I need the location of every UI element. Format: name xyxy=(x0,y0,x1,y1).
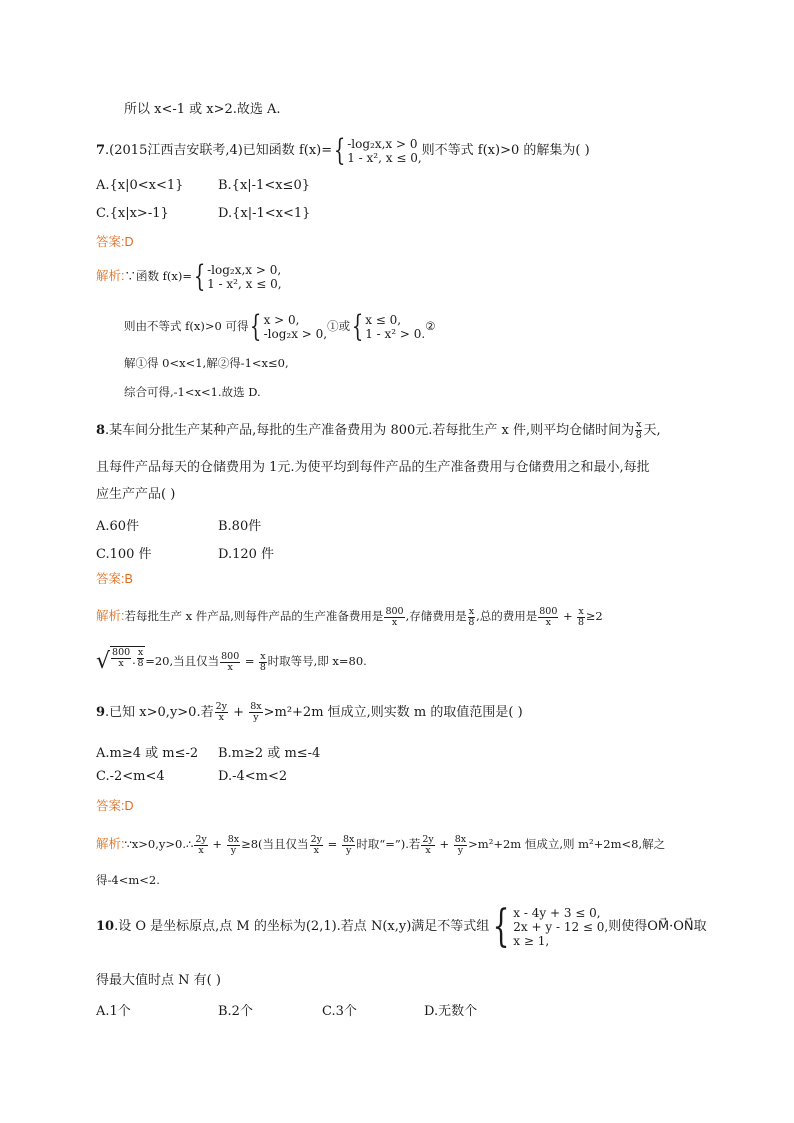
fraction xyxy=(577,607,584,628)
fraction xyxy=(215,702,228,723)
inequality-system xyxy=(513,906,608,948)
numerator: 8x xyxy=(250,701,262,712)
option-d: D.-4<m<2 xyxy=(218,769,288,784)
question-text: 天, xyxy=(643,423,661,438)
plus-sign: + xyxy=(559,609,577,623)
case-1: -log₂x,x > 0 xyxy=(347,136,418,151)
question-9-stem xyxy=(96,699,523,727)
option-b: B.m≥2 或 m≤-4 xyxy=(218,746,321,761)
numerator: x xyxy=(636,419,642,430)
fraction xyxy=(384,607,404,628)
question-8-stem-line-1 xyxy=(96,418,661,444)
option-a: A.{x|0<x<1} xyxy=(96,178,184,193)
question-text: >m²+2m 恒成立,则实数 m 的取值范围是( ) xyxy=(263,705,523,720)
explanation-line-2: 得-4<m<2. xyxy=(96,873,160,887)
system-row: 2x + y - 12 ≤ 0, xyxy=(513,919,609,934)
explanation-text: ≥8(当且仅当 xyxy=(241,837,309,851)
numerator: 2y xyxy=(215,701,228,712)
system-row: x ≤ 0, xyxy=(365,313,402,327)
option-c: C.{x|x>-1} xyxy=(96,206,169,221)
explanation-text: >m²+2m 恒成立,则 m²+2m<8,解之 xyxy=(468,837,666,851)
denominator: y xyxy=(457,844,464,856)
explanation-text: 则由不等式 f(x)>0 可得 xyxy=(124,319,249,333)
question-7-stem xyxy=(96,131,590,171)
plus-sign: + xyxy=(208,837,226,851)
plus-sign: + xyxy=(229,705,249,720)
explanation-line-1 xyxy=(96,258,282,294)
question-number: 8 xyxy=(96,423,106,438)
denominator: 8 xyxy=(259,661,266,673)
explanation-line-2 xyxy=(96,646,367,678)
system-row: 1 - x² > 0. xyxy=(365,327,426,341)
system-row: -log₂x > 0, xyxy=(263,327,328,341)
answer: 答案:B xyxy=(96,572,133,586)
fraction xyxy=(310,835,323,856)
explanation-line-3: 解①得 0<x<1,解②得-1<x≤0, xyxy=(124,356,289,370)
option-a: A.60件 xyxy=(96,519,140,534)
denominator: x xyxy=(391,616,398,628)
numerator: 800 xyxy=(385,605,404,617)
equals-sign: = xyxy=(241,654,259,668)
brace-icon: { xyxy=(492,900,510,952)
option-a: A.1个 xyxy=(96,1004,131,1019)
case-1: -log₂x,x > 0, xyxy=(207,263,282,277)
denominator: x xyxy=(313,844,319,856)
fraction xyxy=(468,607,475,628)
brace-icon: { xyxy=(250,309,262,344)
radical-icon: √ xyxy=(96,649,111,674)
explanation-text: ∵x>0,y>0.∴ xyxy=(124,837,194,851)
numerator: x xyxy=(578,605,584,617)
fraction xyxy=(194,835,207,856)
question-number: 9 xyxy=(96,705,106,720)
explanation-line-1 xyxy=(96,602,603,630)
explanation-line-4: 综合可得,-1<x<1.故选 D. xyxy=(124,385,261,399)
denominator: x xyxy=(545,616,551,628)
explanation-line-2 xyxy=(124,308,436,344)
brace-icon: { xyxy=(193,259,206,294)
fraction xyxy=(421,835,434,856)
question-text: 则不等式 f(x)>0 的解集为( ) xyxy=(421,143,590,158)
option-d: D.{x|-1<x<1} xyxy=(218,206,311,221)
denominator: x xyxy=(425,844,431,856)
option-b: B.2个 xyxy=(218,1004,253,1019)
numerator: x xyxy=(468,605,475,617)
explanation-text: ≥2 xyxy=(585,609,603,623)
answer: 答案:D xyxy=(96,235,134,249)
fraction xyxy=(227,835,240,856)
question-text: .(2015江西吉安联考,4)已知函数 f(x)= xyxy=(105,143,333,158)
explanation-text: ∵函数 f(x)= xyxy=(124,269,192,283)
question-8-stem-line-2: 且每件产品每天的仓储费用为 1元.为使平均到每件产品的生产准备费用与仓储费用之和最小,每批 xyxy=(96,460,650,475)
system-a xyxy=(264,313,328,341)
option-d: D.120 件 xyxy=(218,547,275,562)
system-row: x ≥ 1, xyxy=(513,933,550,948)
explanation-label: 解析: xyxy=(96,837,125,851)
option-d: D.无数个 xyxy=(424,1004,478,1019)
denominator: 8 xyxy=(578,616,585,628)
brace-icon: { xyxy=(351,309,364,344)
fraction xyxy=(220,652,240,673)
option-c: C.100 件 xyxy=(96,547,152,562)
fraction xyxy=(635,420,642,441)
explanation-line-1 xyxy=(96,830,665,858)
numerator: 800 xyxy=(221,650,240,662)
answer: 答案:D xyxy=(96,799,134,813)
denominator: y xyxy=(230,844,237,856)
fraction xyxy=(137,648,144,678)
explanation-text: 时取“=”).若 xyxy=(356,837,421,851)
explanation-text: 若每批生产 x 件产品,则每件产品的生产准备费用是 xyxy=(124,609,384,623)
fraction xyxy=(454,835,467,856)
question-text: .某车间分批生产某种产品,每批的生产准备费用为 800元.若每批生产 x 件,则平均仓储时间为 xyxy=(105,423,635,438)
numerator: 8x xyxy=(454,833,467,845)
numerator: 2y xyxy=(195,833,207,845)
explanation-text: ①或 xyxy=(327,319,351,333)
explanation-text: 时取等号,即 x=80. xyxy=(267,654,367,668)
fraction xyxy=(249,702,262,723)
option-a: A.m≥4 或 m≤-2 xyxy=(96,746,199,761)
denominator: x xyxy=(198,844,204,856)
numerator: 800 xyxy=(112,647,131,658)
dot-operator: · xyxy=(132,656,136,670)
numerator: 8x xyxy=(227,833,240,845)
fraction xyxy=(259,652,266,673)
option-c: C.3个 xyxy=(322,1004,357,1019)
explanation-label: 解析: xyxy=(96,609,125,623)
question-number: 7 xyxy=(96,143,106,158)
brace-icon: { xyxy=(333,132,346,168)
denominator: x xyxy=(218,712,224,723)
numerator: 800 xyxy=(539,605,558,617)
system-row: x > 0, xyxy=(263,313,300,327)
explanation-text: ,总的费用是 xyxy=(476,609,538,623)
equals-sign: = xyxy=(323,837,341,851)
question-10-stem xyxy=(96,900,707,954)
explanation-text: =20,当且仅当 xyxy=(145,654,220,668)
question-8-stem-line-3: 应生产产品( ) xyxy=(96,487,176,502)
question-text: .设 O 是坐标原点,点 M 的坐标为(2,1).若点 N(x,y)满足不等式组 xyxy=(114,919,490,934)
question-number: 10 xyxy=(96,919,115,934)
denominator: x xyxy=(227,661,233,673)
case-2: 1 - x², x ≤ 0, xyxy=(207,277,282,291)
numerator: x xyxy=(137,647,144,658)
piecewise-cases xyxy=(207,263,281,291)
fraction xyxy=(538,607,558,628)
option-b: B.80件 xyxy=(218,519,262,534)
question-10-stem-line-2: 得最大值时点 N 有( ) xyxy=(96,973,221,988)
explanation-text: ② xyxy=(425,319,436,333)
denominator: 8 xyxy=(635,430,642,441)
case-2: 1 - x², x ≤ 0, xyxy=(347,150,422,165)
explanation-text: ,存储费用是 xyxy=(405,609,467,623)
piecewise-cases xyxy=(347,137,421,165)
system-b xyxy=(365,313,425,341)
previous-conclusion: 所以 x<-1 或 x>2.故选 A. xyxy=(124,102,281,117)
denominator: 8 xyxy=(137,658,144,669)
plus-sign: + xyxy=(435,837,453,851)
denominator: y xyxy=(345,844,352,856)
denominator: y xyxy=(253,712,259,723)
fraction xyxy=(111,648,131,678)
radicand xyxy=(110,646,145,678)
question-text: 则使得OM⃗·ON⃗取 xyxy=(608,919,707,934)
numerator: 2y xyxy=(310,833,322,845)
numerator: 2y xyxy=(422,833,434,845)
denominator: 8 xyxy=(468,616,475,628)
option-c: C.-2<m<4 xyxy=(96,769,165,784)
numerator: x xyxy=(260,650,266,662)
numerator: 8x xyxy=(342,833,355,845)
square-root xyxy=(96,646,145,678)
denominator: x xyxy=(118,658,124,669)
option-b: B.{x|-1<x≤0} xyxy=(218,178,310,193)
system-row: x - 4y + 3 ≤ 0, xyxy=(513,905,601,920)
question-text: .已知 x>0,y>0.若 xyxy=(105,705,214,720)
fraction xyxy=(342,835,355,856)
explanation-label: 解析: xyxy=(96,269,125,283)
